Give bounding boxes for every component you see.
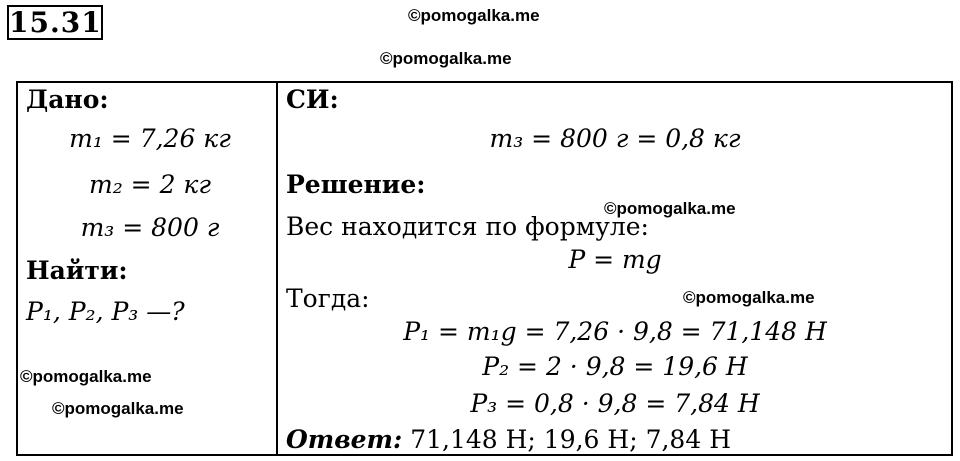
given-line: m₂ = 2 кг (89, 170, 211, 199)
si-conversion: m₃ = 800 г = 0,8 кг (489, 124, 741, 153)
solution-step: P₂ = 2 · 9,8 = 19,6 Н (482, 352, 748, 381)
watermark: ©pomogalka.me (408, 6, 540, 25)
solution-step: P₁ = m₁g = 7,26 · 9,8 = 71,148 Н (403, 317, 827, 346)
watermark: ©pomogalka.me (52, 399, 184, 418)
watermark: ©pomogalka.me (380, 49, 512, 68)
si-heading: СИ: (286, 85, 339, 114)
solution-intro: Вес находится по формуле: (286, 212, 649, 241)
watermark: ©pomogalka.me (20, 367, 152, 386)
answer-value: 71,148 Н; 19,6 Н; 7,84 Н (410, 425, 731, 454)
given-heading: Дано: (26, 85, 109, 114)
answer-line (286, 425, 731, 455)
find-heading: Найти: (26, 256, 128, 285)
solution-step: P₃ = 0,8 · 9,8 = 7,84 Н (470, 389, 760, 418)
given-line: m₃ = 800 г (80, 213, 220, 242)
column-divider (276, 81, 278, 456)
watermark: ©pomogalka.me (683, 288, 815, 307)
formula: P = mg (568, 245, 662, 274)
find-value: P₁, P₂, P₃ —? (26, 297, 185, 326)
given-line: m₁ = 7,26 кг (69, 124, 231, 153)
watermark: ©pomogalka.me (604, 199, 736, 218)
solution-heading: Решение: (286, 170, 426, 199)
then-label: Тогда: (286, 284, 370, 313)
answer-label: Ответ: (286, 425, 403, 454)
problem-number: 15.31 (9, 6, 102, 39)
